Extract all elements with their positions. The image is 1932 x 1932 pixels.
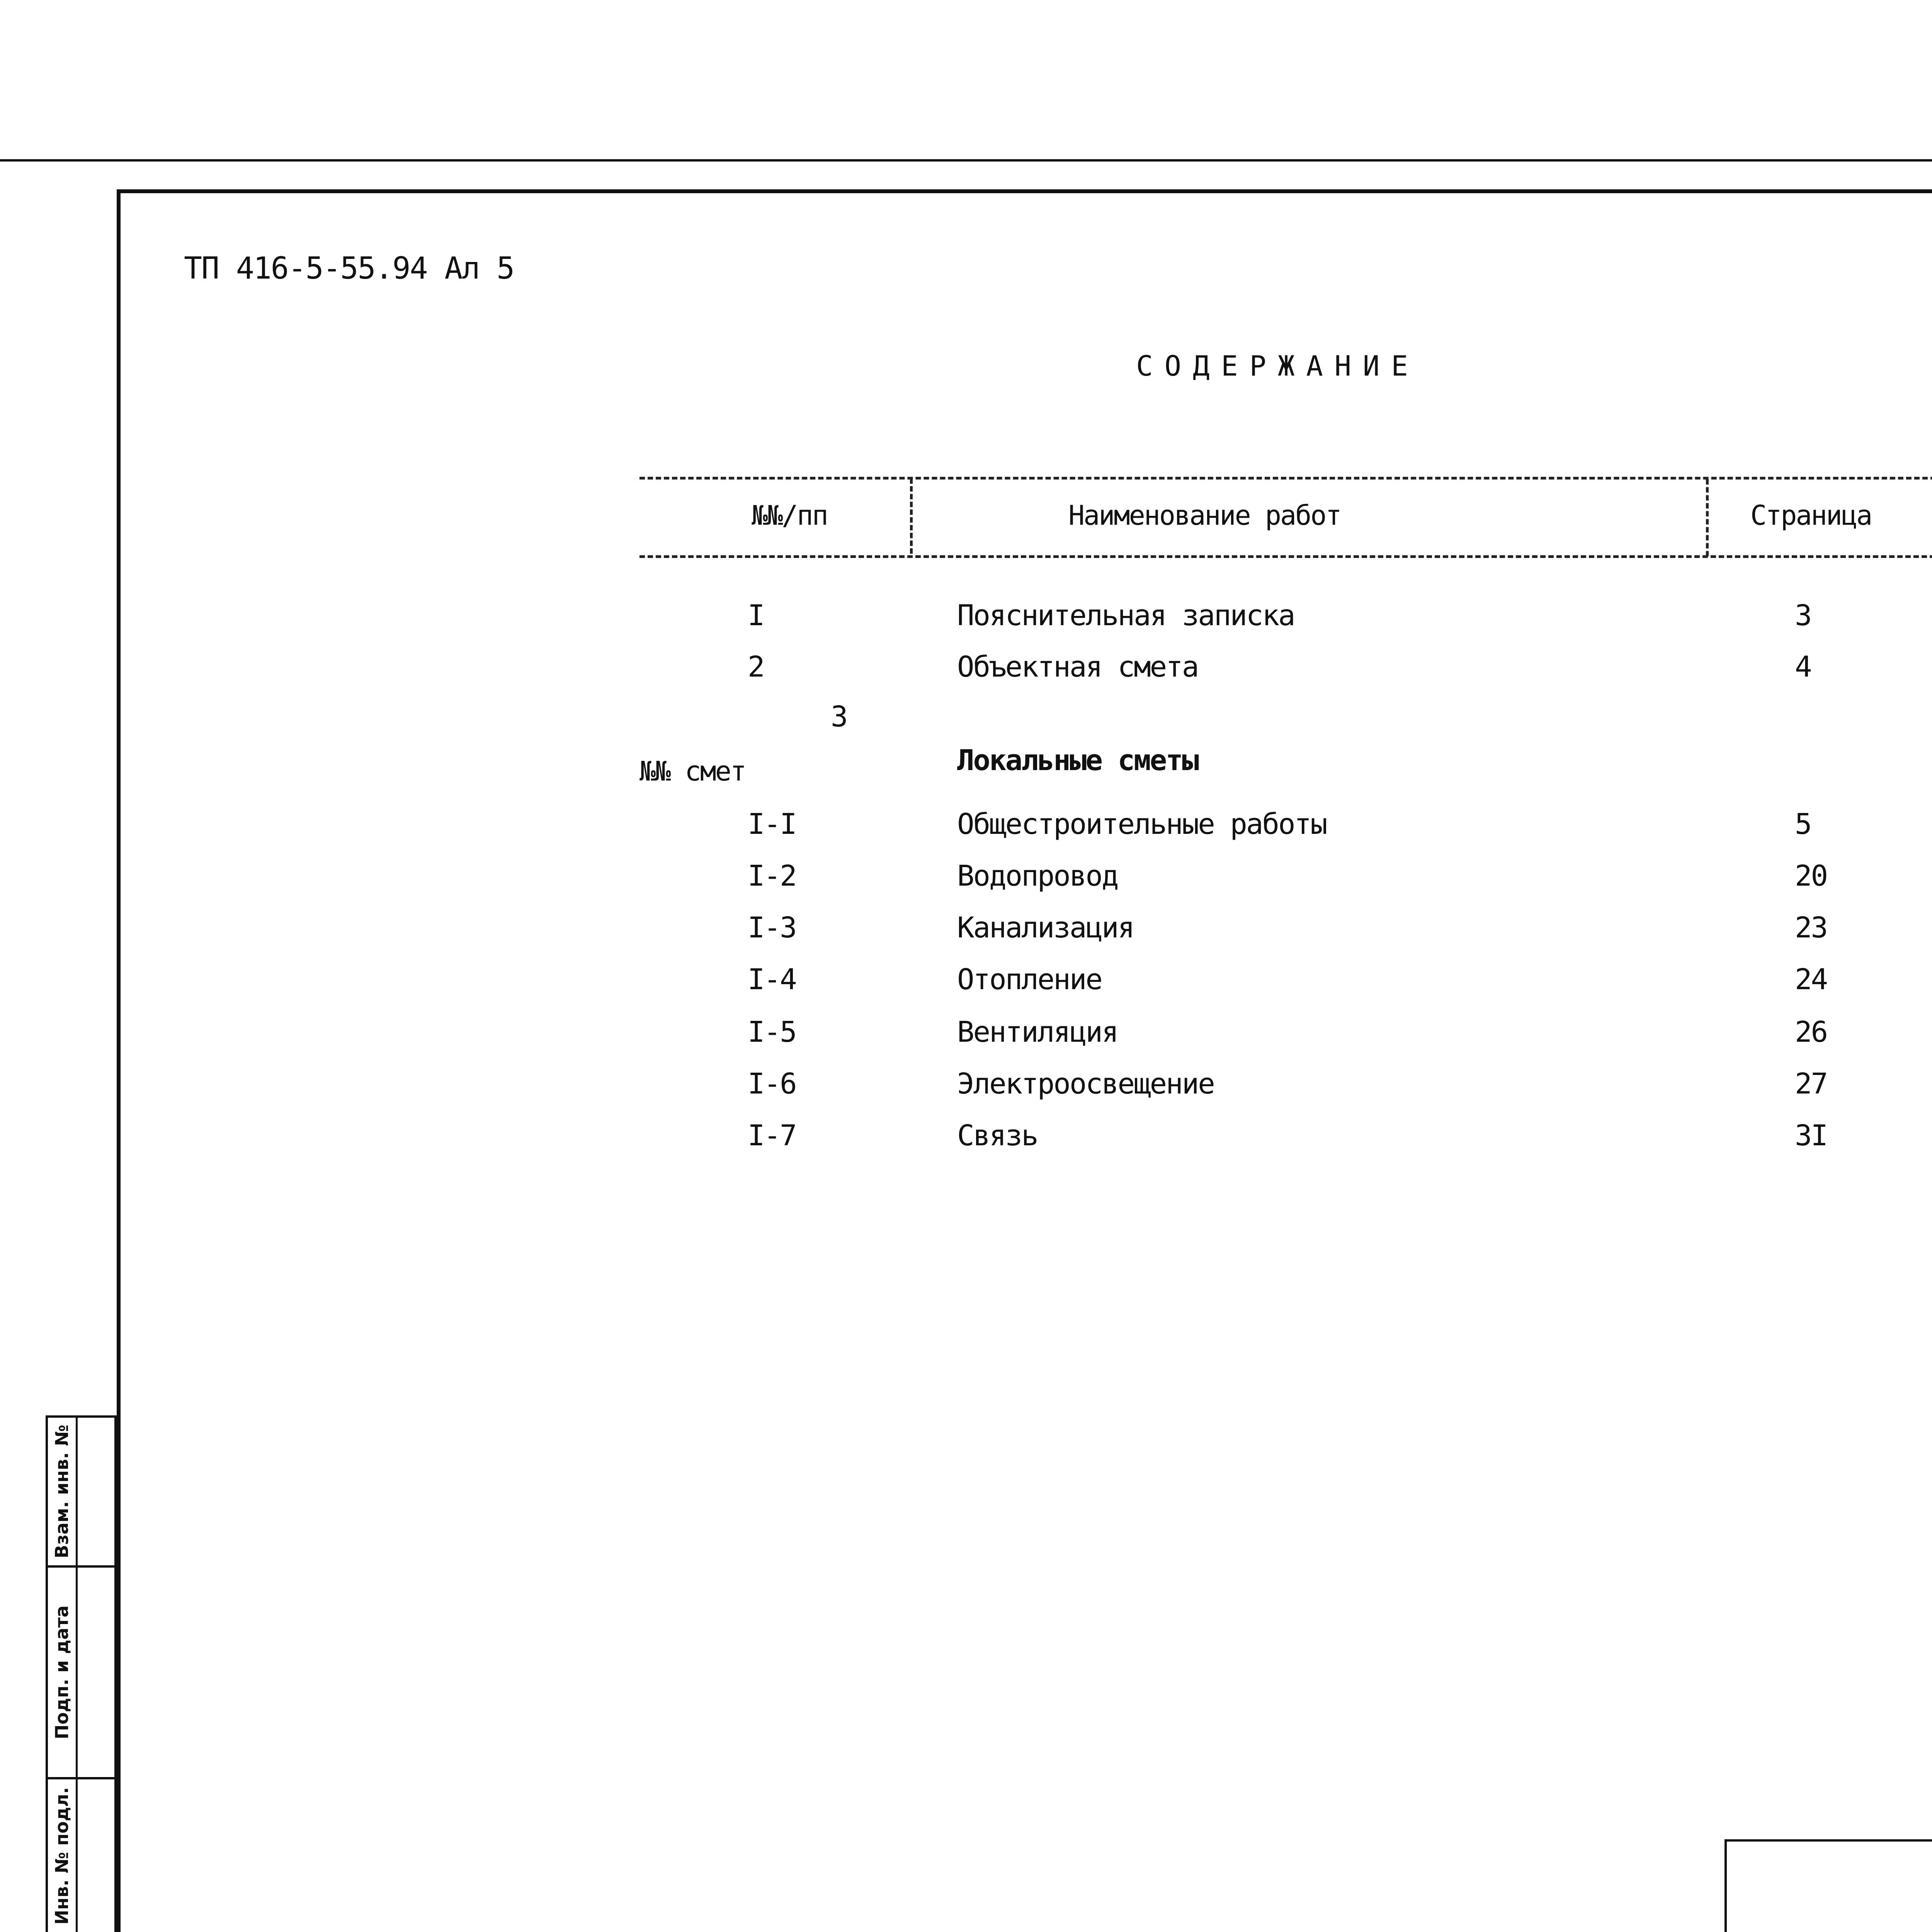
row-number: I-7 [748,1119,796,1152]
row-name: Пояснительная записка [957,599,1294,632]
row-name: Общестроительные работы [957,808,1327,841]
row-number: 2 [748,650,764,684]
column-header-number: №№/пп [752,500,827,531]
binding-label-podp: Подп. и дата [51,1605,72,1740]
binding-field-podp [46,1565,117,1779]
row-page: 20 [1795,859,1827,893]
row-page: 26 [1795,1015,1827,1049]
column-header-name: Наименование работ [1068,500,1341,531]
row-name: Объектная смета [957,650,1198,684]
page-title: СОДЕРЖАНИЕ [1136,350,1420,382]
table-row [0,1015,1932,1058]
row-page: 27 [1795,1067,1827,1100]
row-number: I-3 [748,911,796,944]
row-page: 24 [1795,963,1827,996]
column-header-page: Страница [1750,500,1872,531]
row-number: I [748,599,764,632]
binding-field-inv [46,1777,117,1932]
row-name: Канализация [957,911,1134,944]
table-row [0,963,1932,1005]
section-title: Локальные сметы [957,744,1198,777]
row-page: 23 [1795,911,1827,944]
section-number: 3 [831,700,848,733]
row-number: I-2 [748,859,796,893]
row-name: Электроосвещение [957,1067,1214,1100]
table-header-top-line [639,477,1932,480]
row-number: I-4 [748,963,796,996]
row-name: Вентиляция [957,1015,1118,1049]
binding-label-vzam: Взам. инв. № [51,1425,72,1558]
table-row [0,808,1932,850]
table-header-separator [910,478,913,554]
table-row [0,650,1932,693]
document-code: ТП 416-5-55.94 Ал 5 [184,251,514,286]
sheet-top-rule [0,159,1932,162]
row-page: 3I [1795,1119,1827,1152]
binding-label-inv: Инв. № подл. [51,1787,72,1925]
row-number: I-5 [748,1015,796,1049]
binding-field-vzam [46,1415,117,1568]
row-name: Отопление [957,963,1102,996]
row-page: 5 [1795,808,1811,841]
row-name: Связь [957,1119,1037,1152]
row-number: I-6 [748,1067,796,1100]
row-page: 3 [1795,599,1811,632]
section-label: №№ смет [639,755,746,787]
table-row [0,911,1932,954]
table-row [0,599,1932,641]
table-row [0,1067,1932,1110]
drawing-frame [117,189,1932,1932]
table-row [0,859,1932,902]
table-row [0,1119,1932,1162]
title-block [1725,1839,1932,1932]
row-number: I-I [748,808,796,841]
row-name: Водопровод [957,859,1118,893]
table-header-separator [1706,479,1709,556]
table-header-bottom-line [639,555,1932,558]
row-page: 4 [1795,650,1811,684]
